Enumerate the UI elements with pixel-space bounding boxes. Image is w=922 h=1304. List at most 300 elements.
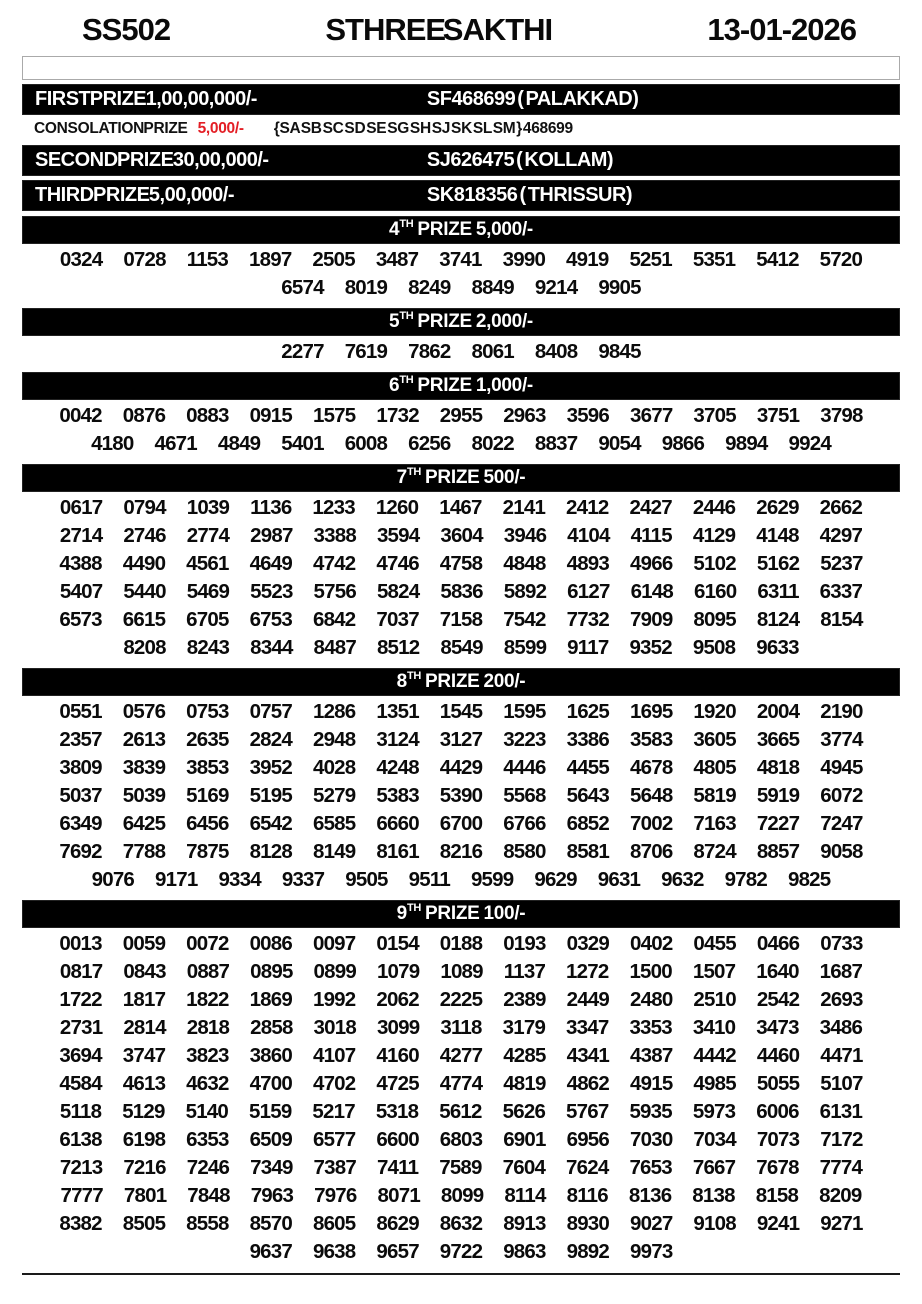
winning-number: 5251 [629, 248, 672, 271]
prize-section [22, 308, 900, 367]
winning-number: 5351 [692, 248, 736, 271]
winning-number: 8095 [693, 608, 736, 631]
winning-number: 5140 [185, 1100, 229, 1123]
winning-number: 6705 [186, 608, 229, 631]
winning-number: 1545 [439, 700, 483, 723]
lower-prizes [22, 216, 900, 1267]
winning-number: 9638 [312, 1240, 356, 1263]
winning-number: 9027 [630, 1212, 673, 1235]
winning-number: 3823 [186, 1044, 229, 1067]
winning-number: 3747 [122, 1044, 166, 1067]
winning-number: 2858 [250, 1016, 293, 1039]
winning-number: 0059 [122, 932, 166, 955]
winning-number: 3741 [439, 248, 482, 271]
winning-number: 6753 [249, 608, 292, 631]
winning-number: 5037 [59, 784, 102, 807]
winning-number: 9825 [787, 868, 831, 891]
winning-number: 3853 [186, 756, 229, 779]
winning-number: 2613 [122, 728, 166, 751]
winning-number: 2505 [312, 248, 355, 271]
winning-number: 6956 [566, 1128, 610, 1151]
winning-number: 1575 [312, 404, 356, 427]
prize-section-title: 5TH PRIZE 2,000/- [389, 310, 533, 332]
winning-number: 1233 [312, 496, 355, 519]
winning-number: 4774 [439, 1072, 483, 1095]
winning-number: 6006 [756, 1100, 799, 1123]
winning-number: 1351 [376, 700, 419, 723]
number-row [22, 634, 900, 662]
winning-number: 9722 [439, 1240, 483, 1263]
number-row [22, 986, 900, 1014]
lottery-name: STHREE SAKTHI [325, 12, 553, 47]
winning-number: 1817 [122, 988, 166, 1011]
winning-number: 4471 [820, 1044, 863, 1067]
winning-number: 6842 [312, 608, 356, 631]
winning-number: 5836 [440, 580, 483, 603]
winning-number: 9076 [91, 868, 135, 891]
winning-number: 4584 [59, 1072, 102, 1095]
winning-number: 1507 [692, 960, 736, 983]
winning-number: 4805 [693, 756, 736, 779]
winning-number: 8580 [503, 840, 546, 863]
winning-number: 4388 [59, 552, 102, 575]
winning-number: 2955 [439, 404, 483, 427]
winning-number: 7788 [122, 840, 166, 863]
winning-number: 2510 [693, 988, 736, 1011]
number-row [22, 1126, 900, 1154]
winning-number: 6803 [439, 1128, 483, 1151]
winning-number: 3665 [756, 728, 800, 751]
winning-number: 3596 [566, 404, 610, 427]
winning-number: 2818 [186, 1016, 230, 1039]
winning-number: 3946 [503, 524, 547, 547]
winning-number: 6138 [59, 1128, 102, 1151]
winning-number: 2662 [819, 496, 863, 519]
winning-number: 8209 [819, 1184, 862, 1207]
winning-number: 0876 [122, 404, 166, 427]
winning-number: 6072 [820, 784, 863, 807]
winning-number: 1079 [376, 960, 420, 983]
winning-number: 3952 [249, 756, 292, 779]
winning-number: 4966 [630, 552, 673, 575]
winning-number: 9892 [566, 1240, 610, 1263]
winning-number: 5383 [376, 784, 419, 807]
winning-number: 8071 [377, 1184, 420, 1207]
winning-numbers-grid [22, 696, 900, 895]
winning-number: 4725 [376, 1072, 419, 1095]
winning-number: 8216 [439, 840, 483, 863]
winning-number: 0072 [186, 932, 229, 955]
winning-number: 2731 [59, 1016, 103, 1039]
winning-number: 6542 [249, 812, 292, 835]
winning-number: 8138 [692, 1184, 735, 1207]
winning-number: 5612 [439, 1100, 482, 1123]
winning-number: 3018 [313, 1016, 356, 1039]
prize-section-title: 7TH PRIZE 500/- [396, 466, 526, 488]
winning-number: 7030 [630, 1128, 673, 1151]
winning-number: 4387 [630, 1044, 673, 1067]
winning-number: 0576 [122, 700, 166, 723]
winning-number: 7387 [313, 1156, 356, 1179]
winning-number: 0794 [123, 496, 166, 519]
winning-number: 2446 [692, 496, 736, 519]
winning-number: 7777 [60, 1184, 103, 1207]
winning-number: 5401 [281, 432, 324, 455]
winning-number: 1722 [59, 988, 102, 1011]
winning-number: 7653 [629, 1156, 672, 1179]
winning-number: 0733 [820, 932, 863, 955]
winning-number: 4248 [376, 756, 419, 779]
winning-number: 9352 [629, 636, 672, 659]
winning-number: 6425 [122, 812, 166, 835]
winning-number: 9863 [503, 1240, 546, 1263]
winning-number: 4649 [249, 552, 292, 575]
winning-number: 7227 [756, 812, 800, 835]
winning-number: 4104 [567, 524, 610, 547]
winning-number: 5819 [693, 784, 736, 807]
winning-number: 0753 [186, 700, 229, 723]
winning-number: 1286 [312, 700, 356, 723]
winning-number: 9894 [725, 432, 768, 455]
winning-number: 4442 [693, 1044, 736, 1067]
winning-number: 4107 [312, 1044, 356, 1067]
consolation-series: {SA SB SC SD SE SG SH SJ SK SL SM } 468699 [273, 120, 573, 137]
winning-number: 8930 [566, 1212, 610, 1235]
winning-number: 8061 [471, 340, 514, 363]
prize-section-title-bar [22, 308, 900, 336]
winning-number: 9866 [661, 432, 705, 455]
winning-number: 8249 [408, 276, 451, 299]
winning-numbers-grid [22, 928, 900, 1267]
winning-number: 3179 [502, 1016, 546, 1039]
winning-number: 3347 [566, 1016, 609, 1039]
winning-number: 4702 [312, 1072, 356, 1095]
first-prize-label: FIRST PRIZE 1,00,00,000/- [35, 88, 257, 110]
winning-number: 4180 [91, 432, 134, 455]
winning-number: 3124 [376, 728, 419, 751]
winning-number: 8136 [628, 1184, 672, 1207]
winning-numbers-grid [22, 244, 900, 303]
winning-number: 6160 [693, 580, 737, 603]
winning-number: 8599 [503, 636, 547, 659]
winning-number: 7163 [693, 812, 736, 835]
winning-number: 1869 [249, 988, 292, 1011]
winning-number: 1467 [439, 496, 482, 519]
winning-number: 2449 [566, 988, 610, 1011]
winning-number: 5129 [122, 1100, 165, 1123]
winning-number: 3990 [502, 248, 546, 271]
winning-number: 5279 [312, 784, 356, 807]
winning-number: 2629 [756, 496, 799, 519]
number-row [22, 866, 900, 894]
winning-number: 9337 [281, 868, 325, 891]
winning-number: 4341 [566, 1044, 610, 1067]
winning-number: 4915 [630, 1072, 673, 1095]
winning-number: 1153 [186, 248, 229, 271]
winning-number: 1687 [819, 960, 863, 983]
winning-number: 1992 [312, 988, 356, 1011]
winning-number: 8913 [503, 1212, 546, 1235]
winning-number: 0188 [439, 932, 483, 955]
winning-number: 0329 [566, 932, 610, 955]
number-row [22, 274, 900, 302]
consolation-prize-row [22, 115, 900, 141]
prize-section-title-bar [22, 900, 900, 928]
number-row [22, 246, 900, 274]
winning-number: 9637 [249, 1240, 292, 1263]
winning-number: 3386 [566, 728, 610, 751]
winning-number: 3486 [819, 1016, 863, 1039]
winning-number: 3594 [376, 524, 420, 547]
winning-number: 5412 [756, 248, 799, 271]
winning-number: 5523 [250, 580, 293, 603]
winning-number: 4848 [503, 552, 546, 575]
winning-number: 7172 [820, 1128, 863, 1151]
result-header [22, 8, 900, 54]
winning-number: 9214 [534, 276, 578, 299]
winning-number: 0728 [123, 248, 166, 271]
winning-number: 7002 [630, 812, 673, 835]
winning-number: 4746 [376, 552, 419, 575]
winning-number: 9058 [820, 840, 863, 863]
winning-number: 7875 [186, 840, 229, 863]
winning-number: 9271 [820, 1212, 863, 1235]
winning-number: 6008 [344, 432, 388, 455]
winning-number: 7678 [756, 1156, 799, 1179]
winning-number: 1822 [186, 988, 229, 1011]
winning-number: 0455 [693, 932, 736, 955]
number-row [22, 1154, 900, 1182]
winning-number: 8605 [312, 1212, 356, 1235]
prize-section-title-bar [22, 372, 900, 400]
winning-number: 4561 [186, 552, 229, 575]
number-row [22, 522, 900, 550]
winning-number: 4613 [122, 1072, 166, 1095]
second-prize-label: SECOND PRIZE 30,00,000/- [35, 149, 269, 171]
number-row [22, 1014, 900, 1042]
winning-number: 7848 [187, 1184, 230, 1207]
winning-number: 8629 [376, 1212, 419, 1235]
winning-number: 8837 [534, 432, 578, 455]
winning-number: 3798 [820, 404, 863, 427]
winning-number: 6509 [249, 1128, 292, 1151]
winning-number: 5892 [503, 580, 547, 603]
winning-number: 5626 [502, 1100, 546, 1123]
winning-number: 3410 [692, 1016, 736, 1039]
winning-number: 1039 [186, 496, 230, 519]
number-row [22, 338, 900, 366]
winning-number: 7589 [439, 1156, 482, 1179]
winning-number: 5318 [375, 1100, 419, 1123]
number-row [22, 1182, 900, 1210]
winning-number: 4678 [630, 756, 673, 779]
winning-number: 4742 [312, 552, 356, 575]
winning-number: 7604 [502, 1156, 546, 1179]
winning-number: 8022 [471, 432, 514, 455]
winning-number: 0843 [123, 960, 166, 983]
winning-number: 5407 [59, 580, 103, 603]
winning-number: 4490 [122, 552, 166, 575]
winning-number: 3774 [820, 728, 863, 751]
winning-number: 6700 [439, 812, 483, 835]
winning-number: 9054 [598, 432, 641, 455]
winning-number: 3487 [375, 248, 419, 271]
winning-number: 9973 [630, 1240, 673, 1263]
winning-number: 7624 [566, 1156, 609, 1179]
winning-number: 6456 [186, 812, 229, 835]
winning-number: 8116 [566, 1184, 608, 1207]
winning-number: 9632 [661, 868, 704, 891]
winning-number: 5720 [819, 248, 863, 271]
winning-number: 6852 [566, 812, 610, 835]
winning-number: 7667 [692, 1156, 736, 1179]
winning-number: 0895 [250, 960, 293, 983]
winning-number: 3127 [439, 728, 483, 751]
winning-number: 8149 [312, 840, 356, 863]
winning-number: 7963 [250, 1184, 294, 1207]
winning-number: 3099 [376, 1016, 420, 1039]
winning-number: 9657 [376, 1240, 419, 1263]
winning-number: 2190 [820, 700, 863, 723]
winning-number: 1500 [629, 960, 672, 983]
prize-section-title: 8TH PRIZE 200/- [396, 670, 526, 692]
winning-number: 0402 [630, 932, 673, 955]
winning-number: 1137 [503, 960, 546, 983]
winning-number: 8632 [439, 1212, 483, 1235]
winning-number: 2635 [186, 728, 229, 751]
third-prize-label: THIRD PRIZE 5,00,000/- [35, 184, 234, 206]
number-row [22, 578, 900, 606]
winning-number: 0013 [59, 932, 102, 955]
winning-number: 9505 [345, 868, 388, 891]
winning-number: 5824 [376, 580, 420, 603]
number-row [22, 698, 900, 726]
winning-number: 8243 [186, 636, 230, 659]
winning-number: 4632 [186, 1072, 229, 1095]
winning-number: 7349 [250, 1156, 293, 1179]
winning-number: 5756 [313, 580, 356, 603]
winning-number: 4818 [756, 756, 800, 779]
winning-number: 7542 [503, 608, 546, 631]
winning-number: 8570 [249, 1212, 292, 1235]
winning-number: 2987 [250, 524, 293, 547]
winning-number: 2277 [281, 340, 324, 363]
second-prize-winner: SJ626475 ( KOLLAM) [426, 149, 614, 171]
winning-number: 8158 [755, 1184, 799, 1207]
prize-section-title: 6TH PRIZE 1,000/- [389, 374, 533, 396]
prize-section [22, 216, 900, 303]
winning-number: 3860 [249, 1044, 292, 1067]
winning-number: 6198 [122, 1128, 166, 1151]
winning-number: 3473 [756, 1016, 799, 1039]
prize-section [22, 464, 900, 663]
winning-number: 4148 [756, 524, 799, 547]
winning-number: 7034 [693, 1128, 736, 1151]
number-row [22, 402, 900, 430]
winning-number: 7976 [314, 1184, 357, 1207]
winning-number: 8114 [504, 1184, 546, 1207]
winning-number: 0324 [59, 248, 103, 271]
third-prize-bar [22, 180, 900, 211]
winning-number: 9241 [756, 1212, 800, 1235]
winning-number: 7619 [344, 340, 388, 363]
winning-number: 6311 [757, 580, 799, 603]
winning-number: 5039 [122, 784, 166, 807]
winning-number: 8344 [250, 636, 293, 659]
number-row [22, 494, 900, 522]
winning-number: 5919 [756, 784, 800, 807]
winning-number: 7732 [566, 608, 610, 631]
winning-number: 0086 [249, 932, 292, 955]
winning-number: 3583 [630, 728, 673, 751]
winning-number: 0193 [503, 932, 546, 955]
winning-number: 5469 [186, 580, 230, 603]
winning-number: 2004 [756, 700, 800, 723]
winning-number: 0617 [59, 496, 103, 519]
winning-number: 7216 [123, 1156, 166, 1179]
winning-number: 2948 [312, 728, 356, 751]
winning-number: 0883 [186, 404, 229, 427]
winning-number: 8505 [122, 1212, 166, 1235]
winning-number: 4429 [439, 756, 483, 779]
winning-number: 0154 [376, 932, 419, 955]
winning-number: 0757 [249, 700, 292, 723]
winning-number: 6349 [59, 812, 102, 835]
winning-number: 9117 [567, 636, 609, 659]
winning-number: 6573 [59, 608, 102, 631]
winning-number: 1136 [250, 496, 292, 519]
winning-number: 6901 [503, 1128, 546, 1151]
winning-number: 7909 [630, 608, 673, 631]
winning-number: 8706 [630, 840, 673, 863]
winning-number: 9508 [692, 636, 736, 659]
winning-number: 4446 [503, 756, 546, 779]
number-row [22, 606, 900, 634]
winning-number: 4460 [756, 1044, 800, 1067]
number-row [22, 810, 900, 838]
winning-number: 1272 [566, 960, 609, 983]
bottom-divider [22, 1273, 900, 1275]
winning-number: 2225 [439, 988, 483, 1011]
number-row [22, 726, 900, 754]
winning-number: 3223 [503, 728, 546, 751]
winning-number: 9629 [534, 868, 577, 891]
first-prize-bar [22, 84, 900, 115]
winning-number: 3677 [630, 404, 673, 427]
number-row [22, 838, 900, 866]
winning-number: 3705 [693, 404, 736, 427]
winning-number: 7862 [408, 340, 451, 363]
winning-number: 2824 [249, 728, 292, 751]
winning-number: 8128 [249, 840, 292, 863]
winning-number: 8019 [344, 276, 388, 299]
prize-section [22, 900, 900, 1267]
winning-number: 6600 [376, 1128, 419, 1151]
number-row [22, 930, 900, 958]
winning-numbers-grid [22, 400, 900, 459]
winning-number: 6337 [819, 580, 863, 603]
winning-number: 5159 [249, 1100, 292, 1123]
winning-number: 9924 [788, 432, 831, 455]
winning-number: 6615 [122, 608, 166, 631]
first-prize-winner: SF468699 ( PALAKKAD) [426, 88, 639, 110]
winning-number: 7246 [186, 1156, 230, 1179]
winning-number: 8487 [313, 636, 356, 659]
winning-number: 9631 [597, 868, 641, 891]
winning-number: 0466 [756, 932, 800, 955]
winning-number: 1897 [249, 248, 292, 271]
winning-number: 6660 [376, 812, 419, 835]
